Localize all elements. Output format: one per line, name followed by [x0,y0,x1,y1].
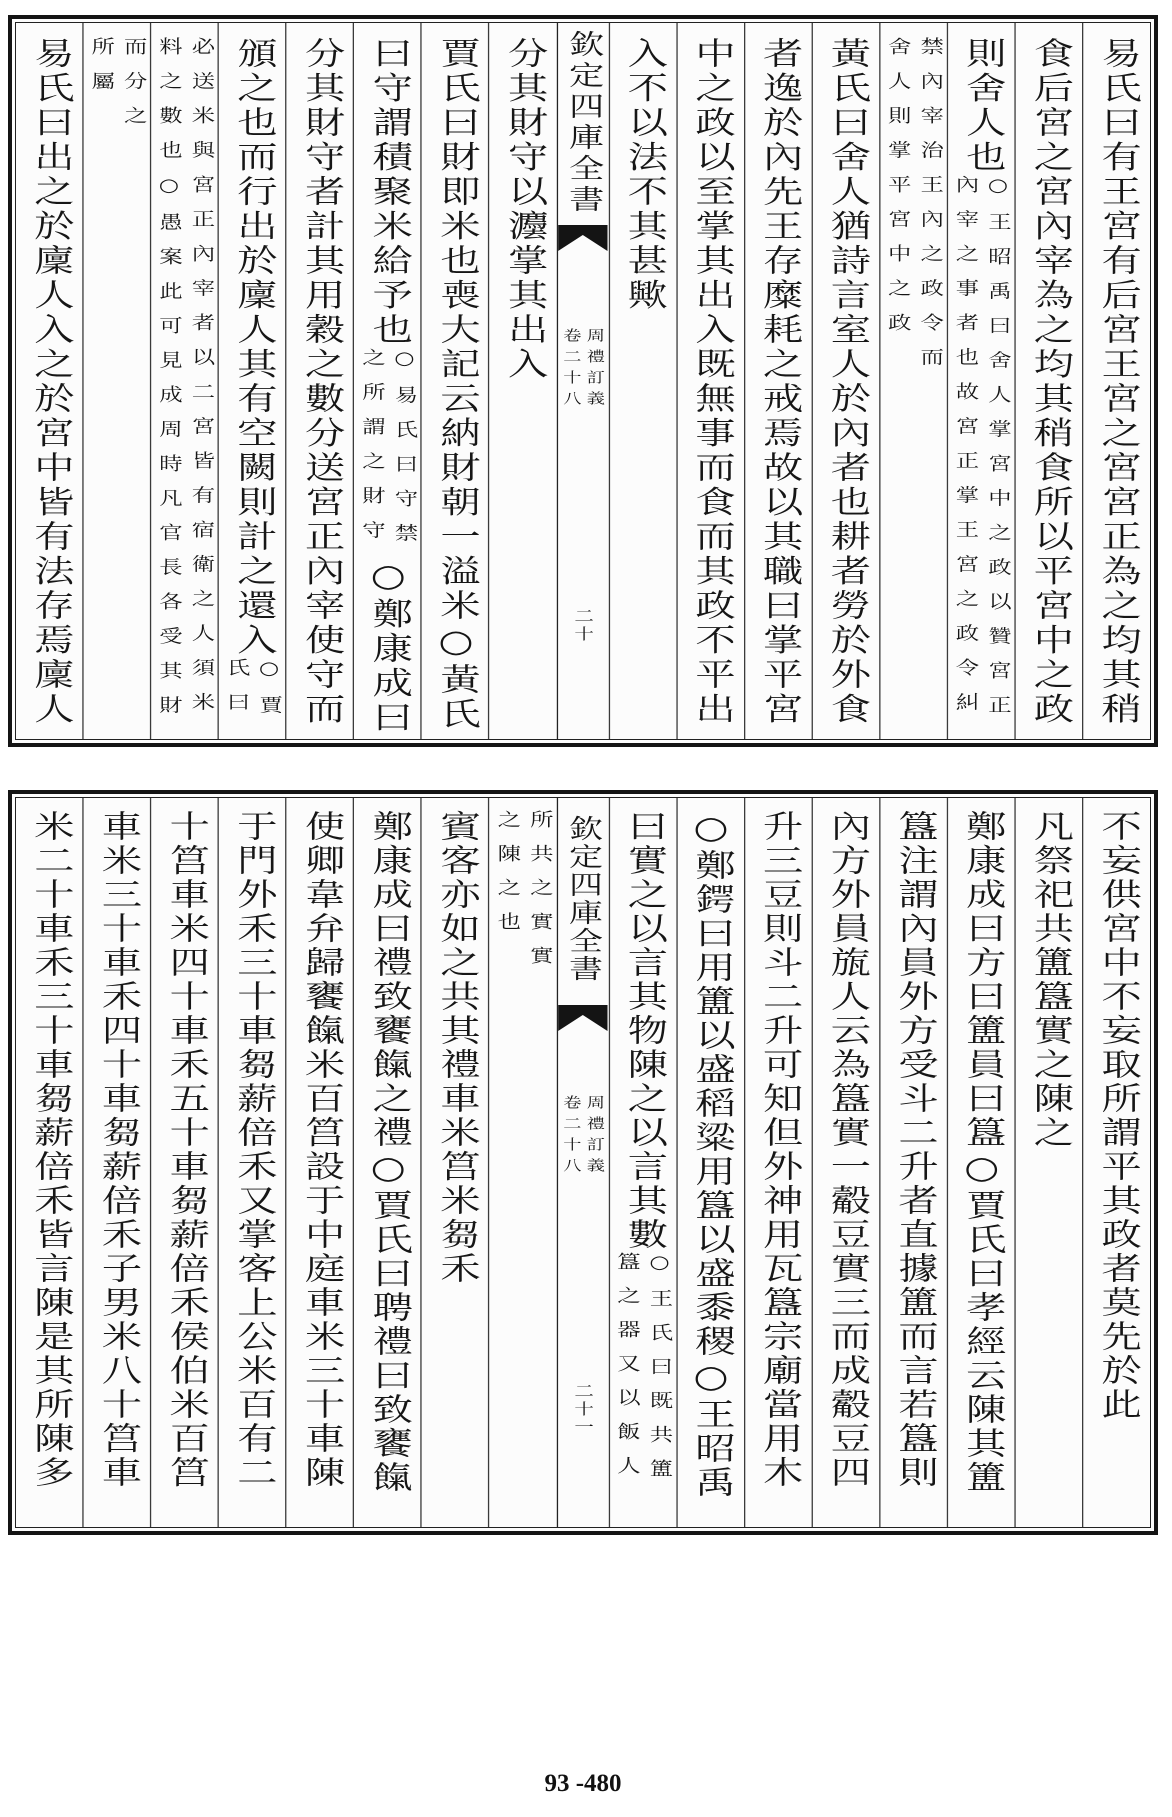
main-text: 車米三十車禾四十車芻薪倍禾子男米八十筥車 [94,810,141,1490]
main-text: ○鄭鍔曰用簠以盛稻粱用簋以盛黍稷○王昭禹 [687,810,735,1500]
annotation-right-line: 禁內宰治王內之政令而 [916,37,944,382]
annotation-left-line: 內宰之事者也故宮正掌王宮之政令糾 [951,175,980,727]
fishtail-mark-icon [558,223,607,253]
main-text: 頒之也而行出於廩人其有空闕則計之還入 [229,37,277,658]
annotation-right-line: ○王昭禹曰舍人掌宮中之政以贊宮正 [984,175,1012,730]
annotation-right-line: ○王氏曰既共簠 [645,1252,674,1493]
bottom-page-panel [8,790,1158,1535]
annotation-right-line: ○易氏曰守禁 [390,347,419,558]
main-text: 簋注謂內員外方受斗二升者直據簠而言若簋則 [890,810,938,1490]
main-text: 內方外員旊人云為簋實一觳豆實三而成觳豆四 [822,810,870,1490]
text-column-15 [82,798,150,1527]
text-column-3 [947,23,1015,739]
center-fold [556,23,608,739]
text-column-15 [82,23,150,739]
main-text: 曰實之以言其物陳之以言其數 [619,810,667,1252]
annotation-right-line: 而分之 [120,37,148,141]
text-column-14 [150,798,218,1527]
main-text: 升三豆則斗二升可知但外神用瓦簋宗廟當用木 [755,810,803,1490]
annotation [86,37,147,141]
text-column-7 [676,23,744,739]
text-column-16 [16,798,82,1527]
book-info [561,328,605,412]
volume-number: 卷二十八 [560,328,582,412]
main-text: 易氏曰有王宮有后宮王宮之宮宮正為之均其稍 [1093,37,1141,727]
annotation [357,348,418,558]
text-column-4 [879,798,947,1527]
main-text: 分其財守者計其用穀之數分送宮正內宰使守而 [297,37,344,727]
annotation-right-line: ○賈 [255,658,283,730]
annotation [222,658,283,730]
text-column-7 [676,798,744,1527]
fishtail-mark-icon [558,1003,607,1033]
bottom-page-columns [16,798,1150,1527]
top-page-frame [15,22,1151,740]
text-column-2 [1014,23,1082,739]
center-fold [556,798,608,1527]
main-text: 于門外禾三十車芻薪倍禾又掌客上公米百有二 [229,810,277,1490]
annotation [950,175,1011,730]
main-text: 則舍人也 [958,37,1006,175]
text-column-5 [811,23,879,739]
text-column-3 [947,798,1015,1527]
main-text: 十筥車米四十車禾五十車芻薪倍禾侯伯米百筥 [161,810,209,1490]
top-page-columns [16,23,1150,739]
main-text: 黃氏曰舍人猶詩言室人於內者也耕者勞於外食 [822,37,870,727]
annotation-left-line: 舍人則掌平宮中之政 [884,37,912,348]
text-column-12 [285,23,353,739]
text-column-13 [218,23,286,739]
text-column-16 [16,23,82,739]
main-text: 使卿韋弁歸饔餼米百筥設于中庭車米三十車陳 [297,810,344,1490]
annotation-left-line: 所屬 [87,37,115,106]
main-text: ○鄭康成曰 [364,557,412,735]
annotation-left-line: 之所謂之財守 [358,347,386,555]
book-info [561,1095,605,1179]
text-column-1 [1082,23,1150,739]
annotation-right-line: 所共之實實 [526,810,554,980]
book-title: 周禮訂義 [584,328,605,412]
volume-number: 卷二十八 [560,1095,582,1179]
text-column-8 [608,23,676,739]
annotation [612,1252,673,1493]
text-column-11 [353,23,421,739]
folio-number: 二十一 [571,1383,596,1437]
annotation [154,37,215,730]
main-text: 米二十車禾三十車芻薪倍禾皆言陳是其所陳多 [26,810,74,1490]
top-page-panel [8,15,1158,747]
main-text: 鄭康成曰禮致饔餼之禮○賈氏曰聘禮曰致饔餼 [364,810,412,1495]
annotation [883,37,944,382]
annotation-left-line: 之陳之也 [493,810,522,946]
text-column-10 [421,798,489,1527]
annotation-left-line: 簋之器又以飯人 [613,1252,641,1490]
annotation-right-line: 必送米與宮正內宰者以二宮皆有宿衛之人須米 [187,37,216,727]
main-text: 者逸於內先王存糜耗之戒焉故以其職曰掌平宮 [755,37,803,727]
text-column-6 [744,798,812,1527]
text-column-10 [421,23,489,739]
annotation-left-line: 料之數也○愚案此可見成周時凡官長各受其財 [155,37,183,730]
text-column-2 [1014,798,1082,1527]
main-text: 中之政以至掌其出入既無事而食而其政不平出 [687,37,735,727]
collection-title: 欽定四庫全書 [563,815,603,983]
main-text: 分其財守以灋掌其出入 [500,37,548,382]
main-text: 曰守謂積聚米給予也 [364,37,412,348]
main-text: 凡祭祀共簠簋實之陳之 [1025,810,1073,1150]
folio-number: 二十 [571,608,596,644]
text-column-5 [811,798,879,1527]
text-column-9 [488,798,556,1527]
annotation-left-line: 氏曰 [222,658,251,727]
main-text: 賓客亦如之共其禮車米筥米芻禾 [432,810,480,1286]
text-column-9 [488,23,556,739]
text-column-11 [353,798,421,1527]
main-text: 易氏曰出之於廩人入之於宮中皆有法存焉廩人 [26,37,74,727]
text-column-6 [744,23,812,739]
main-text: 鄭康成曰方曰簠員曰簋○賈氏曰孝經云陳其簠 [958,810,1006,1495]
text-column-14 [150,23,218,739]
text-column-12 [285,798,353,1527]
text-column-1 [1082,798,1150,1527]
bottom-page-frame [15,797,1151,1528]
main-text: 不妄供宮中不妄取所謂平其政者莫先於此 [1093,810,1141,1422]
page-number: 93 -480 [544,1770,622,1797]
main-text: 食后宮之宮內宰為之均其稍食所以平宮中之政 [1025,37,1073,727]
text-column-8 [608,798,676,1527]
collection-title: 欽定四庫全書 [562,30,603,216]
annotation [492,810,553,980]
book-title: 周禮訂義 [584,1095,605,1179]
text-column-4 [879,23,947,739]
text-column-13 [218,798,286,1527]
main-text: 賈氏曰財即米也喪大記云納財朝一溢米○黃氏 [432,37,480,732]
main-text: 入不以法不其甚歟 [619,37,667,313]
